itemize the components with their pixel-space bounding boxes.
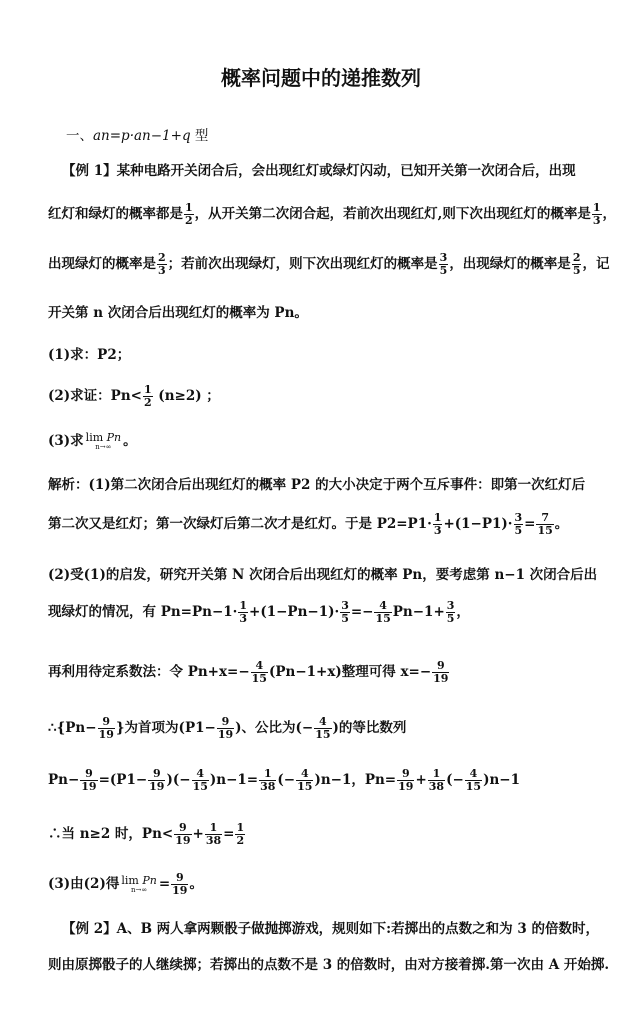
solution-line5 [48, 660, 450, 685]
fraction: $\frac{3}{5}$ [439, 251, 448, 277]
limit-expression: lim Pn n→∞ [121, 874, 157, 894]
fraction: $\frac{2}{3}$ [158, 251, 166, 277]
text-seg: (3)求 [48, 433, 84, 449]
text-seg: )n−1 [483, 772, 520, 788]
fraction: $\frac{3}{5}$ [446, 599, 455, 625]
text-seg: 。 [189, 876, 203, 892]
example1-text: 某种电路开关闭合后，会出现红灯或绿灯闪动，已知开关第一次闭合后，出现 [116, 163, 576, 179]
solution-line9 [48, 872, 203, 897]
solution-line1: 解析：(1)第二次闭合后出现红灯的概率 P2 的大小决定于两个互斥事件：即第一次红灯后 [48, 477, 586, 493]
solution-line7 [48, 768, 520, 793]
text-seg: (− [277, 772, 296, 788]
question-1: (1)求：P2； [48, 347, 131, 363]
text-seg: + [415, 772, 427, 788]
fraction: $\frac{4}{15}$ [465, 767, 482, 793]
text-seg: )(− [166, 772, 191, 788]
text-seg: 。 [123, 433, 137, 449]
text-seg: =(P1− [98, 772, 148, 788]
limit-expression: lim Pn n→∞ [85, 431, 122, 451]
text-seg: ，出现绿灯的概率是 [449, 256, 571, 272]
text-seg: 。 [554, 516, 569, 532]
text-seg: )n−1= [209, 772, 259, 788]
section-formula: an=p·an−1+q [93, 128, 191, 144]
solution-line2 [48, 512, 568, 537]
text-seg: )、公比为(− [235, 720, 314, 736]
fraction: $\frac{4}{15}$ [192, 767, 208, 793]
fraction: $\frac{1}{38}$ [260, 767, 276, 793]
fraction: $\frac{7}{15}$ [537, 511, 553, 537]
fraction: $\frac{3}{5}$ [341, 599, 349, 625]
text-seg: ，记 [582, 256, 610, 272]
example1-line4: 开关第 n 次闭合后出现红灯的概率为 Pn。 [48, 305, 308, 321]
example1-line2 [48, 202, 616, 227]
fraction: $\frac{1}{2}$ [185, 201, 193, 227]
section-heading [66, 127, 208, 145]
text-seg: Pn− [48, 772, 80, 788]
text-seg: ；若前次出现绿灯，则下次出现红灯的概率是 [167, 256, 438, 272]
example1-tag: 【例 1】 [62, 163, 117, 179]
text-seg: ， [456, 604, 470, 620]
example1-line3 [48, 252, 609, 277]
solution-line6 [48, 716, 406, 741]
text-seg: (3)由(2)得 [48, 876, 120, 892]
fraction: $\frac{1}{38}$ [428, 767, 445, 793]
fraction: $\frac{9}{19}$ [217, 715, 234, 741]
text-seg: = [158, 876, 171, 892]
text-seg: Pn−1+ [392, 604, 445, 620]
text-seg: (− [446, 772, 464, 788]
text-seg: 出现绿灯的概率是 [48, 256, 156, 272]
text-seg: =− [350, 604, 374, 620]
fraction: $\frac{9}{19}$ [98, 715, 114, 741]
fraction: $\frac{9}{19}$ [175, 821, 191, 847]
text-seg: }为首项为(P1− [115, 720, 216, 736]
page-title: 概率问题中的递推数列 [221, 66, 421, 90]
text-seg: )n−1，Pn= [314, 772, 397, 788]
fraction: $\frac{1}{3}$ [239, 599, 248, 625]
text-seg: = [223, 826, 235, 842]
fraction: $\frac{9}{19}$ [149, 767, 165, 793]
fraction: $\frac{1}{3}$ [592, 201, 601, 227]
example1-line1 [62, 162, 576, 180]
example2-line2: 则由原掷骰子的人继续掷；若掷出的点数不是 3 的倍数时，由对方接着掷.第一次由 A 开始掷. [48, 957, 610, 973]
fraction: $\frac{9}{19}$ [398, 767, 414, 793]
fraction: $\frac{9}{19}$ [433, 659, 449, 685]
example2-tag: 【例 2】 [62, 921, 117, 937]
fraction: $\frac{4}{15}$ [375, 599, 391, 625]
solution-line3: (2)受(1)的启发，研究开关第 N 次闭合后出现红灯的概率 Pn，要考虑第 n−1 次闭合后出 [48, 567, 598, 583]
text-seg: 再利用待定系数法：令 Pn+x=− [48, 664, 250, 680]
text-seg: ，从开关第二次闭合起，若前次出现红灯,则下次出现红灯的概率是 [194, 206, 591, 222]
text-seg: 第二次又是红灯；第一次绿灯后第二次才是红灯。于是 P2=P1· [48, 516, 432, 532]
text-seg: ， [602, 206, 617, 222]
fraction: $\frac{9}{19}$ [81, 767, 97, 793]
fraction: $\frac{2}{5}$ [572, 251, 581, 277]
example2-line1 [62, 920, 599, 938]
fraction: $\frac{9}{19}$ [172, 871, 188, 897]
text-seg: 现绿灯的情况，有 Pn=Pn−1· [48, 604, 238, 620]
text-seg: )的等比数列 [332, 720, 407, 736]
example2-text: A、B 两人拿两颗骰子做抛掷游戏，规则如下:若掷出的点数之和为 3 的倍数时， [116, 921, 599, 937]
text-seg: +(1−Pn−1)· [249, 604, 340, 620]
question-3 [48, 432, 137, 451]
section-prefix: 一、 [66, 128, 93, 144]
text-seg: (Pn−1+x)整理可得 x=− [268, 664, 432, 680]
fraction: $\frac{1}{2}$ [143, 383, 152, 409]
fraction: $\frac{4}{15}$ [251, 659, 267, 685]
text-seg: ∴{Pn− [48, 720, 97, 736]
text-seg: + [192, 826, 204, 842]
fraction: $\frac{4}{15}$ [315, 715, 331, 741]
section-suffix: 型 [190, 128, 209, 144]
text-seg: 红灯和绿灯的概率都是 [48, 206, 183, 222]
question-2 [48, 384, 220, 409]
fraction: $\frac{1}{38}$ [205, 821, 222, 847]
fraction: $\frac{4}{15}$ [297, 767, 313, 793]
solution-line4 [48, 600, 470, 625]
text-seg: ∴当 n≥2 时，Pn< [48, 826, 174, 842]
text-seg: (n≥2) ； [153, 388, 220, 404]
text-seg: = [524, 516, 536, 532]
text-seg: (2)求证：Pn< [48, 388, 142, 404]
fraction: $\frac{3}{5}$ [514, 511, 523, 537]
solution-line8 [48, 822, 246, 847]
text-seg: +(1−P1)· [443, 516, 513, 532]
fraction: $\frac{1}{3}$ [433, 511, 442, 537]
fraction: $\frac{1}{2}$ [236, 821, 245, 847]
